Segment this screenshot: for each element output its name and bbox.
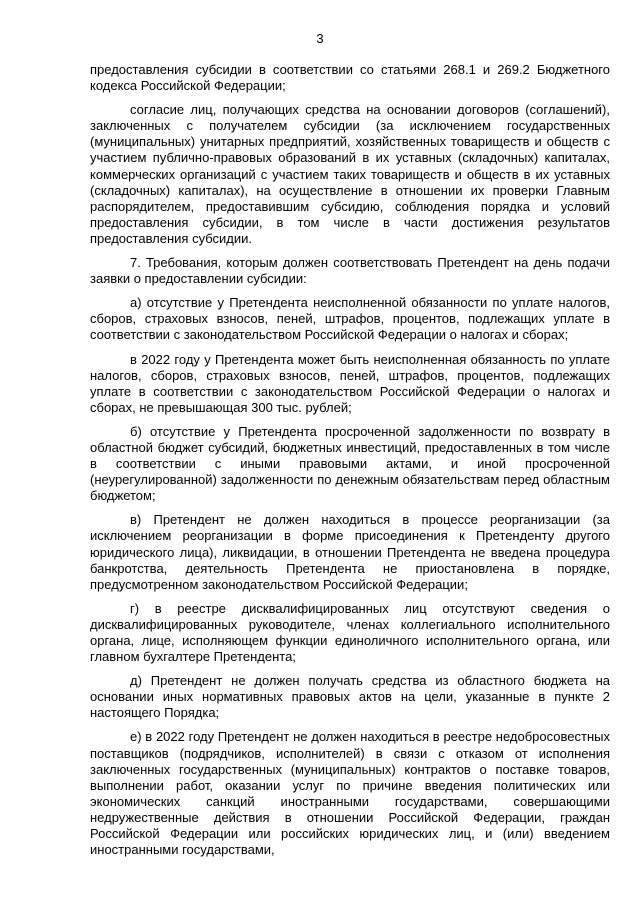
paragraph-consent: согласие лиц, получающих средства на основании договоров (соглашений), заключенных с получателем субсидии (за исключением государственных (муниципальных) унитарных предприятий, хозяйственных товариществ и обществ с участием публично-правовых образований в их уставных (складочных) капиталах, коммерческих организаций с участием таких товариществ и обществ в их уставных (складочных) капиталах), на осуществление в отношении их проверки Главным распорядителем, предоставившим субсидию, соблюдения порядка и условий предоставления субсидии, в том числе в части достижения результатов предоставления субсидии. — [90, 102, 610, 246]
paragraph-item-v: в) Претендент не должен находиться в процессе реорганизации (за исключением реорганизации в форме присоединения к Претенденту другого юридического лица), ликвидации, в отношении Претендента не введена процедура банкротства, деятельность Претендента не приостановлена в порядке, предусмотренном законодательством Российской Федерации; — [90, 512, 610, 592]
paragraph-item-g: г) в реестре дисквалифицированных лиц отсутствуют сведения о дисквалифицированных руководителе, членах коллегиального исполнительного органа, лице, исполняющем функции единоличного исполнительного органа, или главном бухгалтере Претендента; — [90, 600, 610, 665]
paragraph-item-a: а) отсутствие у Претендента неисполненной обязанности по уплате налогов, сборов, страховых взносов, пеней, штрафов, процентов, подлежащих уплате в соответствии с законодательством Российской Федерации о налогах и сборах; — [90, 295, 610, 343]
paragraph-item-d: д) Претендент не должен получать средства из областного бюджета на основании иных нормативных правовых актов на цели, указанные в пункте 2 настоящего Порядка; — [90, 673, 610, 721]
paragraph-2022-tax: в 2022 году у Претендента может быть неисполненная обязанность по уплате налогов, сборов, страховых взносов, пеней, штрафов, процентов, подлежащих уплате в соответствии с законодательством Российской Федерации о налогах и сборах, не превышающая 300 тыс. рублей; — [90, 351, 610, 415]
paragraph-item-b: б) отсутствие у Претендента просроченной задолженности по возврату в областной бюджет субсидий, бюджетных инвестиций, предоставленных в том числе в соответствии с иными правовыми актами, и иной просроченной (неурегулированной) задолженности по денежным обязательствам перед областным бюджетом; — [90, 423, 610, 504]
document-body — [90, 62, 610, 866]
page-number: 3 — [316, 31, 324, 46]
paragraph-item-e: е) в 2022 году Претендент не должен находиться в реестре недобросовестных поставщиков (подрядчиков, исполнителей) в связи с отказом от исполнения заключенных государственных (муниципальных) контрактов о поставке товаров, выполнении работ, оказании услуг по причине введения политических или экономических санкций иностранными государствами, совершающими недружественные действия в отношении Российской Федерации, граждан Российской Федерации или российских юридических лиц, и (или) введением иностранными государствами, — [90, 729, 610, 858]
paragraph-continuation: предоставления субсидии в соответствии со статьями 268.1 и 269.2 Бюджетного кодекса Российской Федерации; — [90, 62, 610, 94]
paragraph-requirements-7: 7. Требования, которым должен соответствовать Претендент на день подачи заявки о предоставлении субсидии: — [90, 255, 610, 287]
